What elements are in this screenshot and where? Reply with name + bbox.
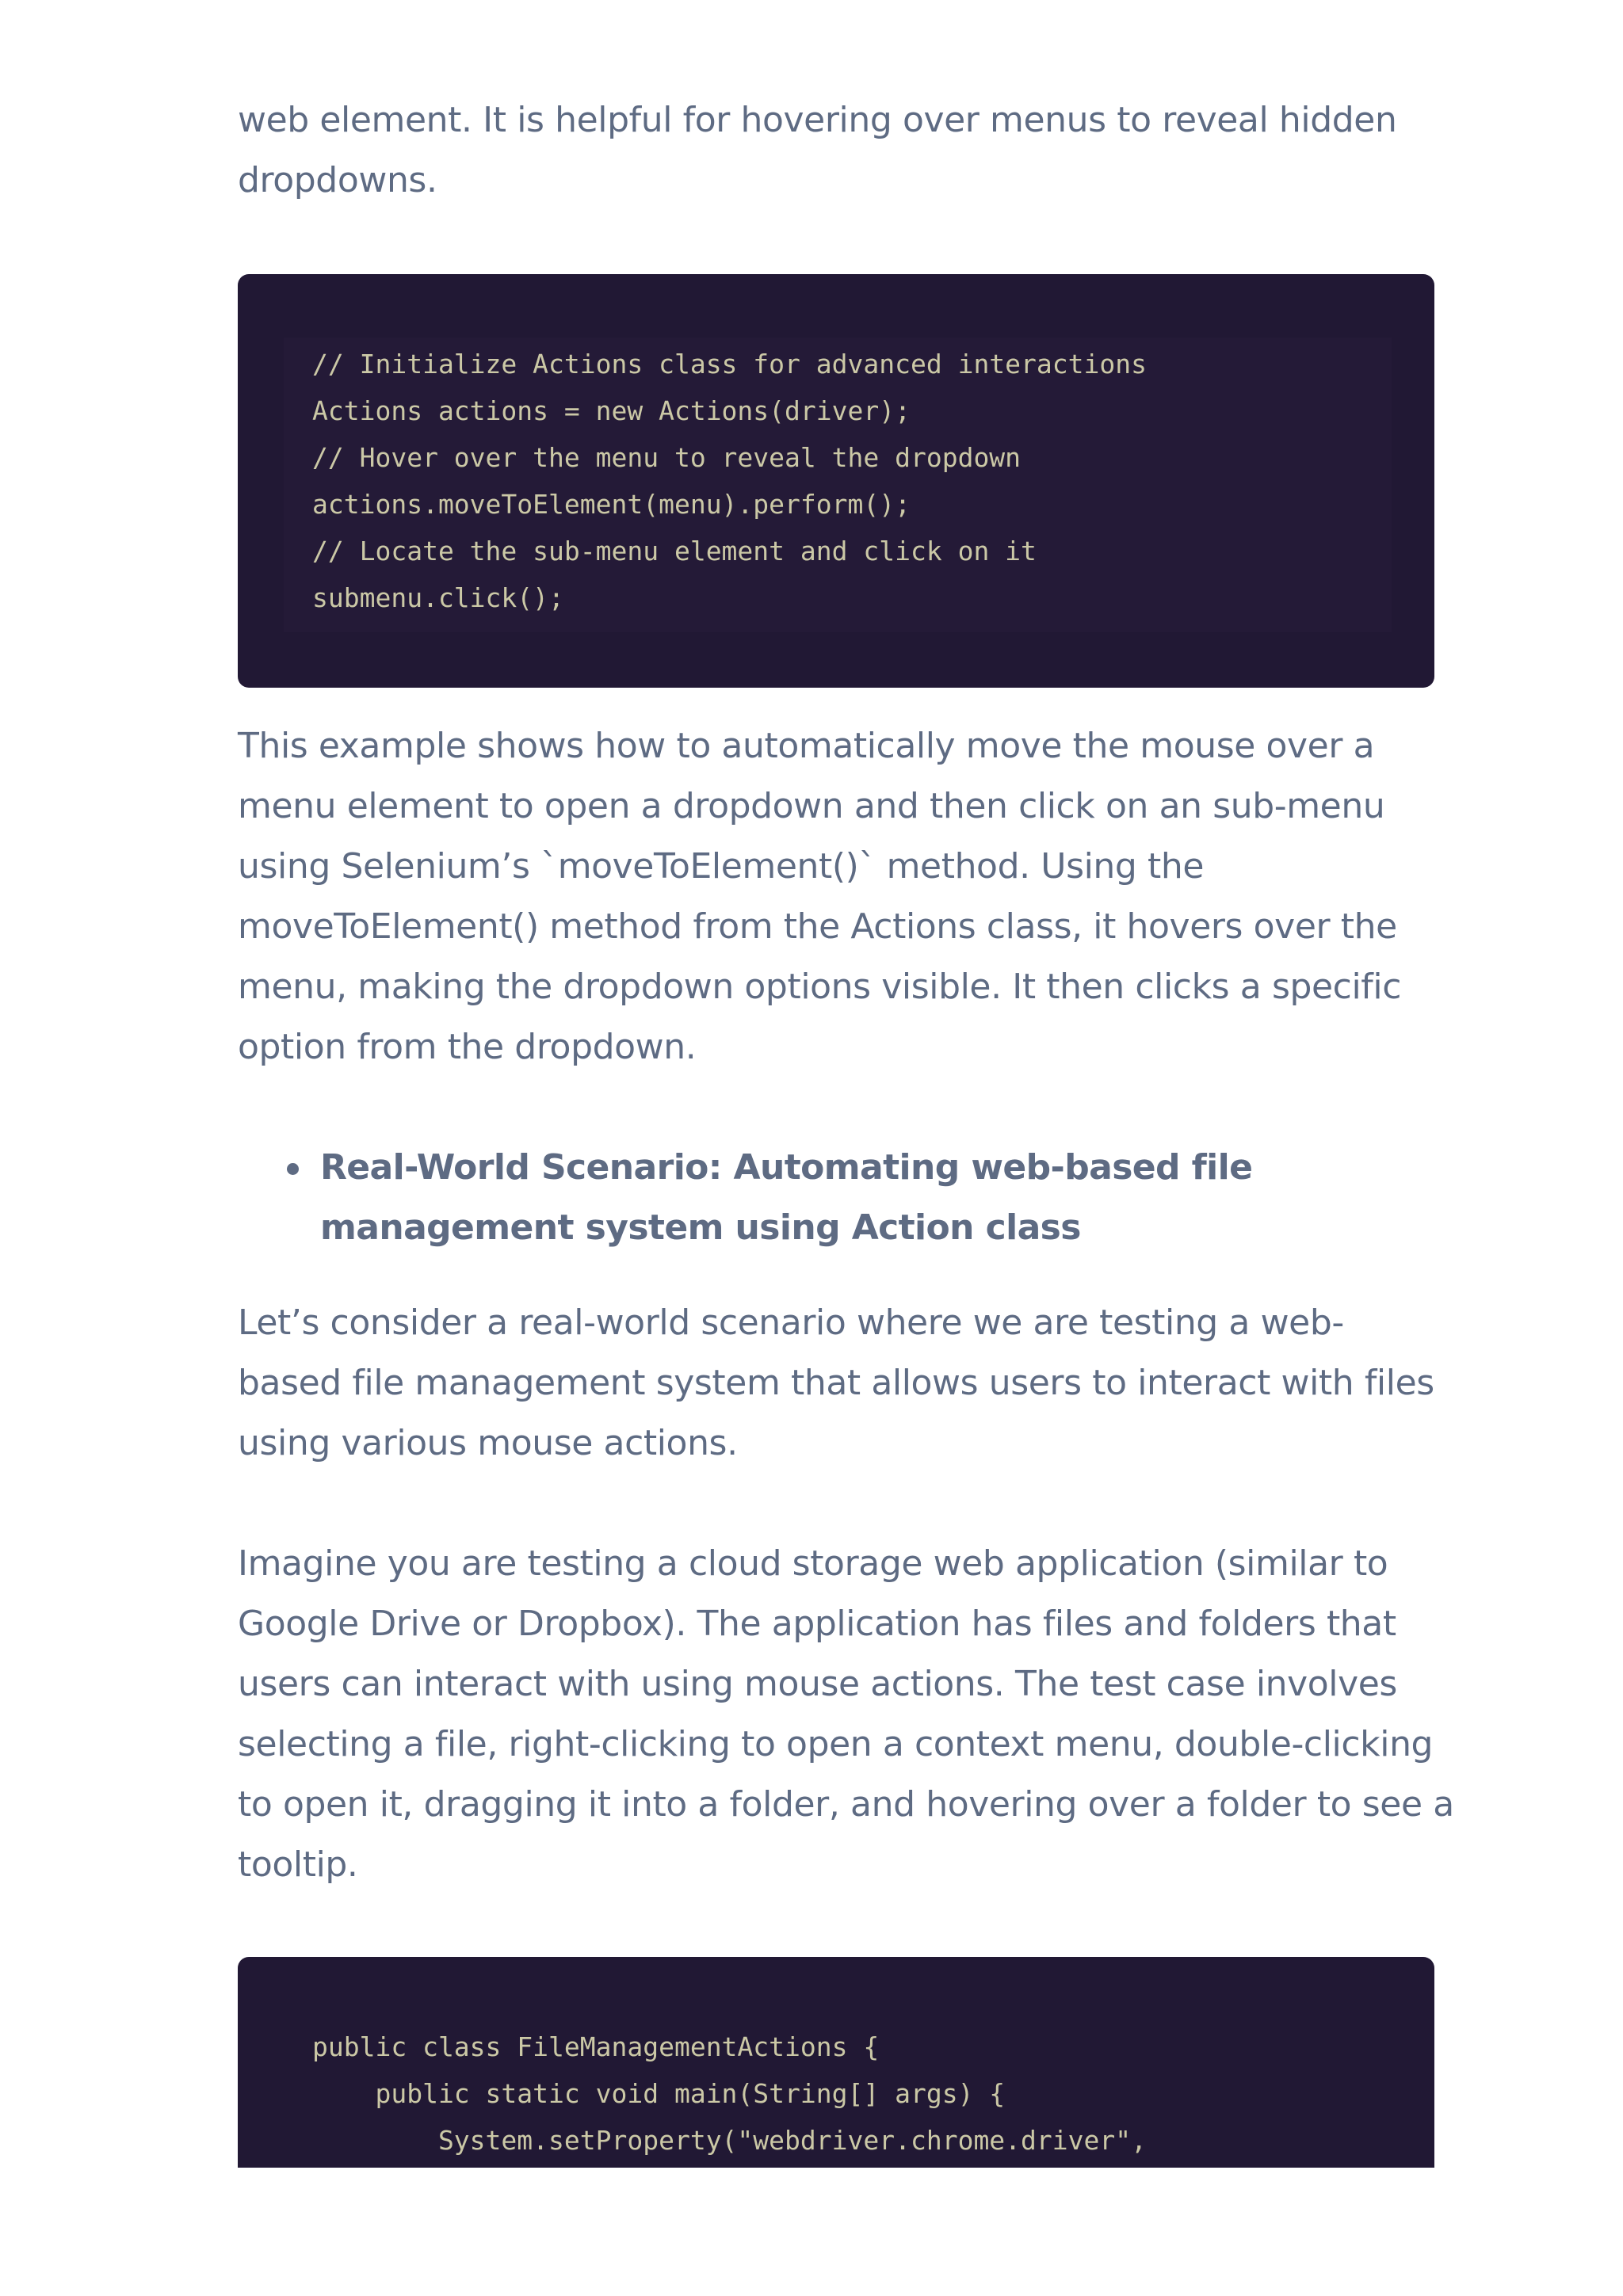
intro-line: dropdowns.: [238, 160, 437, 200]
scenario-detail-line: Imagine you are testing a cloud storage web application (similar to: [238, 1543, 1388, 1584]
code-line: actions.moveToElement(menu).perform();: [312, 489, 911, 520]
explanation-line: using Selenium’s `moveToElement()` method. Using the: [238, 846, 1205, 887]
code-line: // Locate the sub-menu element and click on it: [312, 536, 1037, 566]
code-block-actions-hover: [238, 274, 1434, 688]
scenario-detail-line: tooltip.: [238, 1844, 358, 1885]
intro-paragraph: [238, 90, 1434, 211]
scenario-detail-line: Google Drive or Dropbox). The application has files and folders that: [238, 1604, 1396, 1644]
code-line: System.setProperty("webdriver.chrome.driver",: [312, 2125, 1147, 2156]
scenario-intro-paragraph: [238, 1293, 1434, 1474]
code-line: public static void main(String[] args) {: [312, 2078, 1006, 2109]
code-line: // Hover over the menu to reveal the dropdown: [312, 442, 1022, 473]
code-line: submenu.click();: [312, 582, 564, 613]
scenario-detail-line: to open it, dragging it into a folder, and hovering over a folder to see a: [238, 1784, 1454, 1825]
scenario-detail-paragraph: [238, 1534, 1454, 1895]
explanation-line: moveToElement() method from the Actions class, it hovers over the: [238, 906, 1397, 947]
scenario-heading-line: management system using Action class: [320, 1207, 1081, 1248]
explanation-line: menu, making the dropdown options visible. It then clicks a specific: [238, 967, 1401, 1007]
bullet-dot-icon: [287, 1163, 299, 1175]
code-line: // Initialize Actions class for advanced interactions: [312, 349, 1147, 379]
scenario-intro-line: based file management system that allows users to interact with files: [238, 1363, 1434, 1403]
explanation-line: option from the dropdown.: [238, 1027, 697, 1067]
scenario-intro-line: Let’s consider a real-world scenario where we are testing a web-: [238, 1302, 1344, 1343]
code-block-file-management: [238, 1957, 1434, 2168]
explanation-paragraph: [238, 716, 1434, 1077]
scenario-detail-line: users can interact with using mouse actions. The test case involves: [238, 1664, 1397, 1704]
code-line: Actions actions = new Actions(driver);: [312, 395, 911, 426]
intro-line: web element. It is helpful for hovering over menus to reveal hidden: [238, 100, 1397, 140]
scenario-heading: [320, 1138, 1252, 1258]
scenario-detail-line: selecting a file, right-clicking to open a context menu, double-clicking: [238, 1724, 1434, 1764]
scenario-heading-line: Real-World Scenario: Automating web-based file: [320, 1147, 1253, 1188]
explanation-line: This example shows how to automatically move the mouse over a: [238, 726, 1375, 766]
explanation-line: menu element to open a dropdown and then click on an sub-menu: [238, 786, 1385, 826]
code-line: public class FileManagementActions {: [312, 2031, 880, 2062]
scenario-intro-line: using various mouse actions.: [238, 1423, 738, 1463]
